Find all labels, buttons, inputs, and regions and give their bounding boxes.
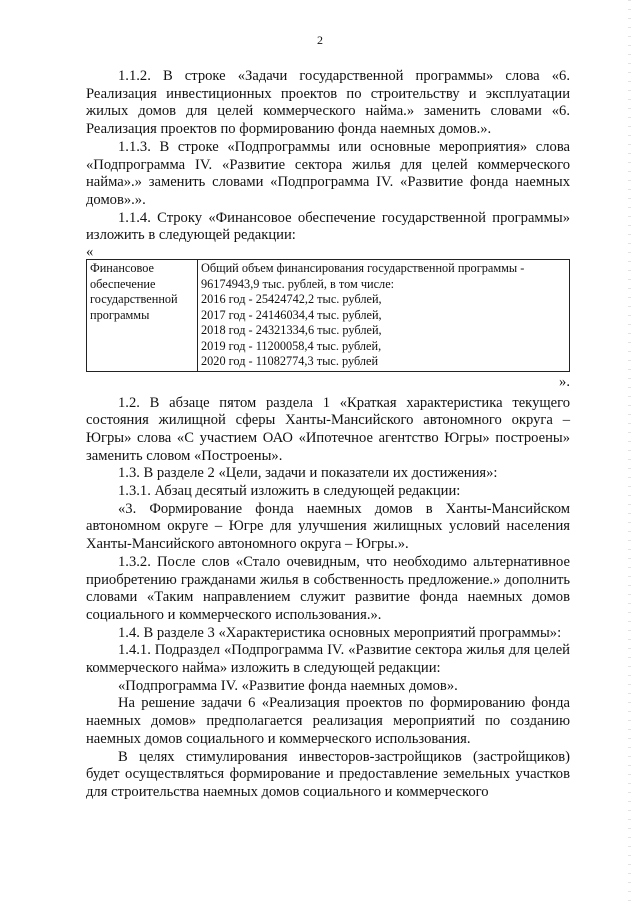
table-row	[87, 260, 570, 372]
paragraph-quote-3: «3. Формирование фонда наемных домов в Ханты-Мансийском автономном округе – Югре для улучшения жилищных условий населения Ханты-Мансийского автономного округа – Югры.».	[86, 500, 570, 553]
paragraph-1-3-1: 1.3.1. Абзац десятый изложить в следующей редакции:	[118, 483, 461, 500]
financing-2017: 2017 год - 24146034,4 тыс. рублей,	[201, 307, 382, 322]
paragraph-1-3: 1.3. В разделе 2 «Цели, задачи и показатели их достижения»:	[118, 465, 498, 482]
paragraph-1-1-3: 1.1.3. В строке «Подпрограммы или основные мероприятия» слова «Подпрограмма IV. «Развитие сектора жилья для целей коммерческого найма».» заменить словами «Подпрограмма IV. «Развитие фонда наемных домов».».	[86, 138, 570, 208]
table-cell-label: Финансовое обеспечение государственной программы	[87, 260, 198, 372]
financing-table	[86, 259, 570, 372]
paragraph-1-3-2: 1.3.2. После слов «Стало очевидным, что необходимо альтернативное приобретению гражданами жилья в собственность предложение.» дополнить словами «Таким направлением служит развитие фонда наемных домов социального и коммерческого использования.».	[86, 553, 570, 623]
paragraph-1-1-2: 1.1.2. В строке «Задачи государственной программы» слова «6. Реализация инвестиционных проектов по строительству и эксплуатации жилых домов для целей коммерческого найма.» заменить словами «6. Реализация проектов по формированию фонда наемных домов.».	[86, 68, 570, 138]
financing-2020: 2020 год - 11082774,3 тыс. рублей	[201, 354, 379, 369]
page-number: 2	[317, 33, 323, 47]
paragraph-1-1-4: 1.1.4. Строку «Финансовое обеспечение государственной программы» изложить в следующей редакции:	[86, 209, 570, 244]
paragraph-1-4-1: 1.4.1. Подраздел «Подпрограмма IV. «Развитие сектора жилья для целей коммерческого найма» изложить в следующей редакции:	[86, 642, 570, 677]
financing-total: Общий объем финансирования государственной программы - 96174943,9 тыс. рублей, в том числе:	[201, 261, 525, 291]
paragraph-investors: В целях стимулирования инвесторов-застройщиков (застройщиков) будет осуществляться формирование и предоставление земельных участков для строительства наемных домов социального и коммерческого	[86, 748, 570, 800]
paragraph-task-6: На решение задачи 6 «Реализация проектов по формированию фонда наемных домов» предполагается реализация мероприятий по созданию наемных домов социального и коммерческого использования.	[86, 695, 570, 747]
financing-2016: 2016 год - 25424742,2 тыс. рублей,	[201, 292, 382, 307]
document-body	[86, 68, 570, 802]
paragraph-subprogram-title: «Подпрограмма IV. «Развитие фонда наемных домов».	[118, 677, 458, 694]
quote-open-mark: «	[86, 244, 94, 261]
paragraph-1-2: 1.2. В абзаце пятом раздела 1 «Краткая характеристика текущего состояния жилищной сферы Ханты-Мансийского автономного округа – Югры» слова «С участием ОАО «Ипотечное агентство Югры» построены» заменить словом «Построены».	[86, 394, 570, 464]
financing-2018: 2018 год - 24321334,6 тыс. рублей,	[201, 323, 382, 338]
quote-close-mark: ».	[559, 373, 570, 390]
scan-edge-artifact	[628, 0, 631, 905]
table-cell-values	[198, 260, 570, 372]
financing-2019: 2019 год - 11200058,4 тыс. рублей,	[201, 338, 382, 353]
paragraph-1-4: 1.4. В разделе 3 «Характеристика основных мероприятий программы»:	[118, 624, 562, 641]
